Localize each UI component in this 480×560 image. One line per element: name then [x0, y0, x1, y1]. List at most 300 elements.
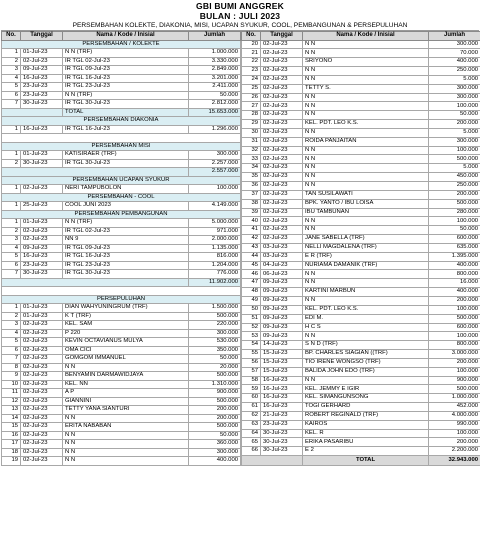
table-row — [2, 389, 241, 398]
row-number: 36 — [242, 182, 261, 191]
row-amount: 300.000 — [189, 329, 241, 338]
row-number: 45 — [242, 261, 261, 270]
row-date: 02-Jul-23 — [21, 457, 63, 466]
table-row — [2, 244, 241, 253]
row-number: 25 — [242, 84, 261, 93]
row-date: 02-Jul-23 — [21, 346, 63, 355]
table-row — [2, 83, 241, 92]
table-row — [242, 332, 480, 341]
row-date: 02-Jul-23 — [21, 185, 63, 194]
row-number: 31 — [242, 137, 261, 146]
row-amount: 400.000 — [429, 58, 480, 67]
row-date: 02-Jul-23 — [21, 355, 63, 364]
row-number: 66 — [242, 447, 261, 456]
row-name: N N (TRF) — [63, 49, 189, 58]
row-date: 02-Jul-23 — [261, 128, 303, 137]
table-row — [2, 329, 241, 338]
table-row — [242, 270, 480, 279]
section-title: PERSEMBAHAN - COOL — [2, 193, 241, 202]
row-amount: 600.000 — [429, 323, 480, 332]
section-header-row — [2, 176, 241, 185]
row-date: 09-Jul-23 — [261, 332, 303, 341]
row-number: 28 — [242, 111, 261, 120]
row-name: N N — [63, 457, 189, 466]
row-amount: 280.000 — [429, 208, 480, 217]
row-number: 24 — [242, 75, 261, 84]
row-amount: 800.000 — [429, 270, 480, 279]
row-amount: 250.000 — [429, 182, 480, 191]
row-date: 30-Jul-23 — [21, 270, 63, 279]
row-number: 57 — [242, 367, 261, 376]
row-number: 26 — [242, 93, 261, 102]
row-date: 02-Jul-23 — [21, 372, 63, 381]
row-date: 02-Jul-23 — [21, 227, 63, 236]
row-number: 49 — [242, 296, 261, 305]
row-number: 5 — [2, 83, 21, 92]
row-date: 02-Jul-23 — [261, 146, 303, 155]
table-row — [242, 438, 480, 447]
row-name: GOMGOM IMMANUEL — [63, 355, 189, 364]
row-number: 8 — [2, 363, 21, 372]
row-date: 23-Jul-23 — [261, 420, 303, 429]
row-number: 39 — [242, 208, 261, 217]
row-number: 56 — [242, 358, 261, 367]
grand-total-label: TOTAL — [303, 456, 429, 465]
row-name: TETTY YANA SIANTURI — [63, 406, 189, 415]
row-date: 03-Jul-23 — [261, 252, 303, 261]
row-amount: 5.000.000 — [189, 219, 241, 228]
table-row — [2, 261, 241, 270]
left-table — [1, 31, 241, 466]
table-row — [242, 358, 480, 367]
subtotal-amount: 11.902.000 — [189, 278, 241, 287]
table-row — [242, 261, 480, 270]
row-number: 3 — [2, 236, 21, 245]
row-date: 15-Jul-23 — [261, 358, 303, 367]
row-name: N N — [303, 102, 429, 111]
row-name: BPK. YANTO / IBU LOISA — [303, 199, 429, 208]
row-amount: 5.000 — [429, 75, 480, 84]
row-name: N N — [63, 363, 189, 372]
row-number: 48 — [242, 288, 261, 297]
row-amount: 20.000 — [189, 363, 241, 372]
row-number: 2 — [2, 227, 21, 236]
row-amount: 300.000 — [429, 40, 480, 49]
row-name: N N — [303, 164, 429, 173]
row-number: 2 — [2, 312, 21, 321]
table-row — [242, 226, 480, 235]
row-date: 02-Jul-23 — [21, 380, 63, 389]
row-name: E 2 — [303, 447, 429, 456]
right-table-body — [242, 40, 480, 465]
row-date: 02-Jul-23 — [21, 397, 63, 406]
row-name: SRIYONO — [303, 58, 429, 67]
row-amount: 100.000 — [429, 102, 480, 111]
row-amount: 500.000 — [189, 312, 241, 321]
row-name: P 220 — [63, 329, 189, 338]
row-number: 40 — [242, 217, 261, 226]
section-title: PERSEMBAHAN PEMBANGUNAN — [2, 210, 241, 219]
row-number: 2 — [2, 159, 21, 168]
header-tanggal: Tanggal — [261, 32, 303, 41]
table-row — [242, 84, 480, 93]
header-row — [242, 32, 480, 41]
table-row — [242, 385, 480, 394]
blank-cell — [2, 134, 241, 143]
report-title: GBI BUMI ANGGREK — [1, 1, 479, 11]
header-jumlah: Jumlah — [189, 32, 241, 41]
row-amount: 200.000 — [429, 120, 480, 129]
table-row — [242, 235, 480, 244]
row-amount: 2.200.000 — [429, 447, 480, 456]
row-amount: 500.000 — [429, 199, 480, 208]
row-amount: 500.000 — [189, 397, 241, 406]
row-number: 27 — [242, 102, 261, 111]
row-name: GIANNINI — [63, 397, 189, 406]
row-amount: 400.000 — [429, 261, 480, 270]
row-name: N N — [303, 376, 429, 385]
row-number: 21 — [242, 49, 261, 58]
row-date: 02-Jul-23 — [261, 111, 303, 120]
row-name: N N (TRF) — [63, 91, 189, 100]
table-row — [242, 190, 480, 199]
table-row — [242, 40, 480, 49]
row-amount: 500.000 — [189, 423, 241, 432]
row-name: N N — [303, 93, 429, 102]
table-row — [2, 380, 241, 389]
row-amount: 450.000 — [429, 173, 480, 182]
table-row — [242, 155, 480, 164]
row-name: COOL JUNI 2023 — [63, 202, 189, 211]
row-date: 01-Jul-23 — [21, 49, 63, 58]
row-name: N N — [303, 173, 429, 182]
row-number: 6 — [2, 346, 21, 355]
row-amount: 50.000 — [189, 355, 241, 364]
row-name: E R (TRF) — [303, 252, 429, 261]
row-date: 15-Jul-23 — [261, 350, 303, 359]
row-number: 18 — [2, 448, 21, 457]
row-date: 23-Jul-23 — [21, 83, 63, 92]
row-number: 7 — [2, 270, 21, 279]
row-amount: 300.000 — [189, 151, 241, 160]
row-amount: 250.000 — [429, 67, 480, 76]
row-date: 02-Jul-23 — [21, 329, 63, 338]
row-date: 02-Jul-23 — [21, 363, 63, 372]
table-row — [242, 164, 480, 173]
row-date: 30-Jul-23 — [261, 438, 303, 447]
row-name: N N — [303, 49, 429, 58]
row-amount: 100.000 — [429, 332, 480, 341]
row-name: KAIROS — [303, 420, 429, 429]
row-number: 43 — [242, 243, 261, 252]
table-row — [2, 219, 241, 228]
row-name: KEL. PDT. LEO K.S. — [303, 120, 429, 129]
row-amount: 200.000 — [189, 406, 241, 415]
section-header-row — [2, 142, 241, 151]
row-name: KATISIRAER (TRF) — [63, 151, 189, 160]
table-row — [2, 151, 241, 160]
row-date: 01-Jul-23 — [21, 304, 63, 313]
row-number: 1 — [2, 304, 21, 313]
row-date: 02-Jul-23 — [261, 67, 303, 76]
section-title: PERSEMBAHAN MISI — [2, 142, 241, 151]
row-amount: 200.000 — [429, 438, 480, 447]
row-date: 21-Jul-23 — [261, 411, 303, 420]
row-amount: 300.000 — [189, 448, 241, 457]
row-name: ROBERT REGINALD (TRF) — [303, 411, 429, 420]
row-amount: 2.411.000 — [189, 83, 241, 92]
row-date: 02-Jul-23 — [261, 58, 303, 67]
row-number: 63 — [242, 420, 261, 429]
row-name: IR TGL 30-Jul-23 — [63, 159, 189, 168]
row-amount: 50.000 — [189, 431, 241, 440]
header-no: No. — [2, 32, 21, 41]
row-number: 11 — [2, 389, 21, 398]
row-date: 02-Jul-23 — [261, 155, 303, 164]
grand-total-amount: 32.943.000 — [429, 456, 480, 465]
row-number: 12 — [2, 397, 21, 406]
header-row — [2, 32, 241, 41]
row-amount: 800.000 — [429, 341, 480, 350]
row-name: S N D (TRF) — [303, 341, 429, 350]
row-number: 5 — [2, 338, 21, 347]
table-row — [2, 397, 241, 406]
row-amount: 300.000 — [429, 137, 480, 146]
row-date: 23-Jul-23 — [21, 91, 63, 100]
left-table-body — [2, 40, 241, 465]
row-name: IR TGL 23-Jul-23 — [63, 261, 189, 270]
row-name: ERITA NABABAN — [63, 423, 189, 432]
row-name: TAN SUSILAWATI — [303, 190, 429, 199]
row-name: N N — [63, 414, 189, 423]
row-date: 02-Jul-23 — [21, 236, 63, 245]
row-name: IBU TAMBUNAN — [303, 208, 429, 217]
table-row — [242, 128, 480, 137]
row-name: N N — [303, 111, 429, 120]
row-number: 33 — [242, 155, 261, 164]
table-row — [242, 296, 480, 305]
table-row — [242, 111, 480, 120]
row-amount: 220.000 — [189, 321, 241, 330]
row-name: KEL. JEMMY E IGIR — [303, 385, 429, 394]
row-date: 02-Jul-23 — [21, 414, 63, 423]
row-date: 02-Jul-23 — [21, 338, 63, 347]
row-name: JANE SABELLA (TRF) — [303, 235, 429, 244]
table-row — [242, 367, 480, 376]
grand-total-spacer — [242, 456, 303, 465]
row-number: 7 — [2, 355, 21, 364]
row-name: ROIDA PANJAITAN — [303, 137, 429, 146]
row-amount: 5.000 — [429, 164, 480, 173]
table-row — [242, 137, 480, 146]
total-spacer — [2, 108, 63, 117]
row-amount: 1.296.000 — [189, 125, 241, 134]
row-number: 60 — [242, 394, 261, 403]
row-amount: 1.500.000 — [189, 304, 241, 313]
report-subtitle: BULAN : JULI 2023 — [1, 11, 479, 21]
row-amount: 100.000 — [189, 185, 241, 194]
table-row — [2, 355, 241, 364]
row-amount: 2.812.000 — [189, 100, 241, 109]
row-date: 02-Jul-23 — [261, 49, 303, 58]
row-name: KEL. SIMANGUNSONG — [303, 394, 429, 403]
row-amount: 452.000 — [429, 403, 480, 412]
row-date: 02-Jul-23 — [21, 448, 63, 457]
row-name: N N — [303, 296, 429, 305]
section-header-row — [2, 117, 241, 126]
row-name: N N — [303, 67, 429, 76]
row-amount: 816.000 — [189, 253, 241, 262]
row-date: 02-Jul-23 — [261, 40, 303, 49]
row-name: BALIDA JOHN EDO (TRF) — [303, 367, 429, 376]
table-row — [2, 57, 241, 66]
table-row — [242, 75, 480, 84]
row-number: 19 — [2, 457, 21, 466]
row-name: IR TGL 16-Jul-23 — [63, 125, 189, 134]
table-row — [242, 279, 480, 288]
row-number: 2 — [2, 57, 21, 66]
table-row — [242, 120, 480, 129]
row-date: 16-Jul-23 — [261, 376, 303, 385]
row-name: NELLI MAGDALENA (TRF) — [303, 243, 429, 252]
row-date: 30-Jul-23 — [261, 447, 303, 456]
row-date: 02-Jul-23 — [261, 199, 303, 208]
table-row — [242, 376, 480, 385]
row-amount: 530.000 — [189, 338, 241, 347]
row-name: IR TGL 16-Jul-23 — [63, 253, 189, 262]
row-number: 4 — [2, 244, 21, 253]
row-name: NURIAMA DAMANIK (TRF) — [303, 261, 429, 270]
row-amount: 1.135.000 — [189, 244, 241, 253]
row-number: 15 — [2, 423, 21, 432]
row-date: 09-Jul-23 — [21, 66, 63, 75]
row-date: 09-Jul-23 — [261, 296, 303, 305]
row-date: 02-Jul-23 — [261, 190, 303, 199]
row-date: 02-Jul-23 — [261, 173, 303, 182]
row-name: N N (TRF) — [63, 219, 189, 228]
row-amount: 100.000 — [429, 429, 480, 438]
row-date: 02-Jul-23 — [261, 120, 303, 129]
row-number: 1 — [2, 49, 21, 58]
row-amount: 900.000 — [189, 389, 241, 398]
row-number: 65 — [242, 438, 261, 447]
row-date: 01-Jul-23 — [21, 219, 63, 228]
row-number: 34 — [242, 164, 261, 173]
row-number: 10 — [2, 380, 21, 389]
table-row — [2, 100, 241, 109]
table-row — [2, 91, 241, 100]
row-date: 02-Jul-23 — [261, 84, 303, 93]
row-amount: 1.310.000 — [189, 380, 241, 389]
header-nama: Nama / Kode / Inisial — [63, 32, 189, 41]
row-amount: 600.000 — [429, 235, 480, 244]
row-date: 04-Jul-23 — [261, 261, 303, 270]
row-date: 25-Jul-23 — [21, 202, 63, 211]
row-name: N N — [63, 431, 189, 440]
row-name: IR TGL 16-Jul-23 — [63, 74, 189, 83]
table-grid — [1, 31, 479, 466]
table-row — [242, 447, 480, 456]
row-name: N N — [63, 440, 189, 449]
row-number: 1 — [2, 219, 21, 228]
row-amount: 300.000 — [429, 93, 480, 102]
row-amount: 400.000 — [189, 457, 241, 466]
row-date: 09-Jul-23 — [261, 288, 303, 297]
table-row — [2, 448, 241, 457]
row-name: N N — [303, 279, 429, 288]
section-header-row — [2, 40, 241, 49]
row-number: 55 — [242, 350, 261, 359]
row-amount: 1.000.000 — [429, 394, 480, 403]
row-number: 58 — [242, 376, 261, 385]
row-date: 02-Jul-23 — [261, 93, 303, 102]
row-date: 30-Jul-23 — [21, 159, 63, 168]
row-number: 50 — [242, 305, 261, 314]
row-name: IR TGL 02-Jul-23 — [63, 57, 189, 66]
section-header-row — [2, 210, 241, 219]
row-amount: 4.000.000 — [429, 411, 480, 420]
row-name: TIO IRENE WONGSO (TRF) — [303, 358, 429, 367]
row-amount: 100.000 — [429, 146, 480, 155]
row-number: 61 — [242, 403, 261, 412]
row-number: 62 — [242, 411, 261, 420]
table-row — [242, 182, 480, 191]
table-row — [242, 403, 480, 412]
table-row — [242, 305, 480, 314]
row-name: A P — [63, 389, 189, 398]
table-row — [2, 125, 241, 134]
table-row — [242, 429, 480, 438]
table-row — [2, 414, 241, 423]
table-row — [242, 93, 480, 102]
row-date: 16-Jul-23 — [261, 385, 303, 394]
table-row — [242, 49, 480, 58]
row-amount: 2.257.000 — [189, 159, 241, 168]
row-number: 23 — [242, 67, 261, 76]
row-date: 02-Jul-23 — [21, 321, 63, 330]
row-amount: 4.149.000 — [189, 202, 241, 211]
row-amount: 200.000 — [429, 358, 480, 367]
table-row — [242, 252, 480, 261]
row-number: 64 — [242, 429, 261, 438]
row-number: 20 — [242, 40, 261, 49]
subtotal-spacer — [2, 168, 189, 177]
table-row — [2, 423, 241, 432]
table-row — [2, 227, 241, 236]
report-page — [1, 1, 479, 558]
row-amount: 500.000 — [429, 314, 480, 323]
row-name: IR TGL 23-Jul-23 — [63, 83, 189, 92]
blank-row — [2, 134, 241, 143]
row-date: 09-Jul-23 — [21, 244, 63, 253]
table-row — [2, 74, 241, 83]
row-date: 02-Jul-23 — [261, 102, 303, 111]
row-number: 6 — [2, 261, 21, 270]
row-number: 6 — [2, 91, 21, 100]
row-amount: 100.000 — [429, 367, 480, 376]
table-row — [242, 146, 480, 155]
row-number: 29 — [242, 120, 261, 129]
row-number: 44 — [242, 252, 261, 261]
row-amount: 776.000 — [189, 270, 241, 279]
row-name: IR TGL 30-Jul-23 — [63, 270, 189, 279]
row-number: 7 — [2, 100, 21, 109]
row-amount: 100.000 — [429, 217, 480, 226]
row-date: 03-Jul-23 — [261, 243, 303, 252]
row-date: 02-Jul-23 — [261, 164, 303, 173]
table-row — [2, 363, 241, 372]
table-row — [2, 321, 241, 330]
